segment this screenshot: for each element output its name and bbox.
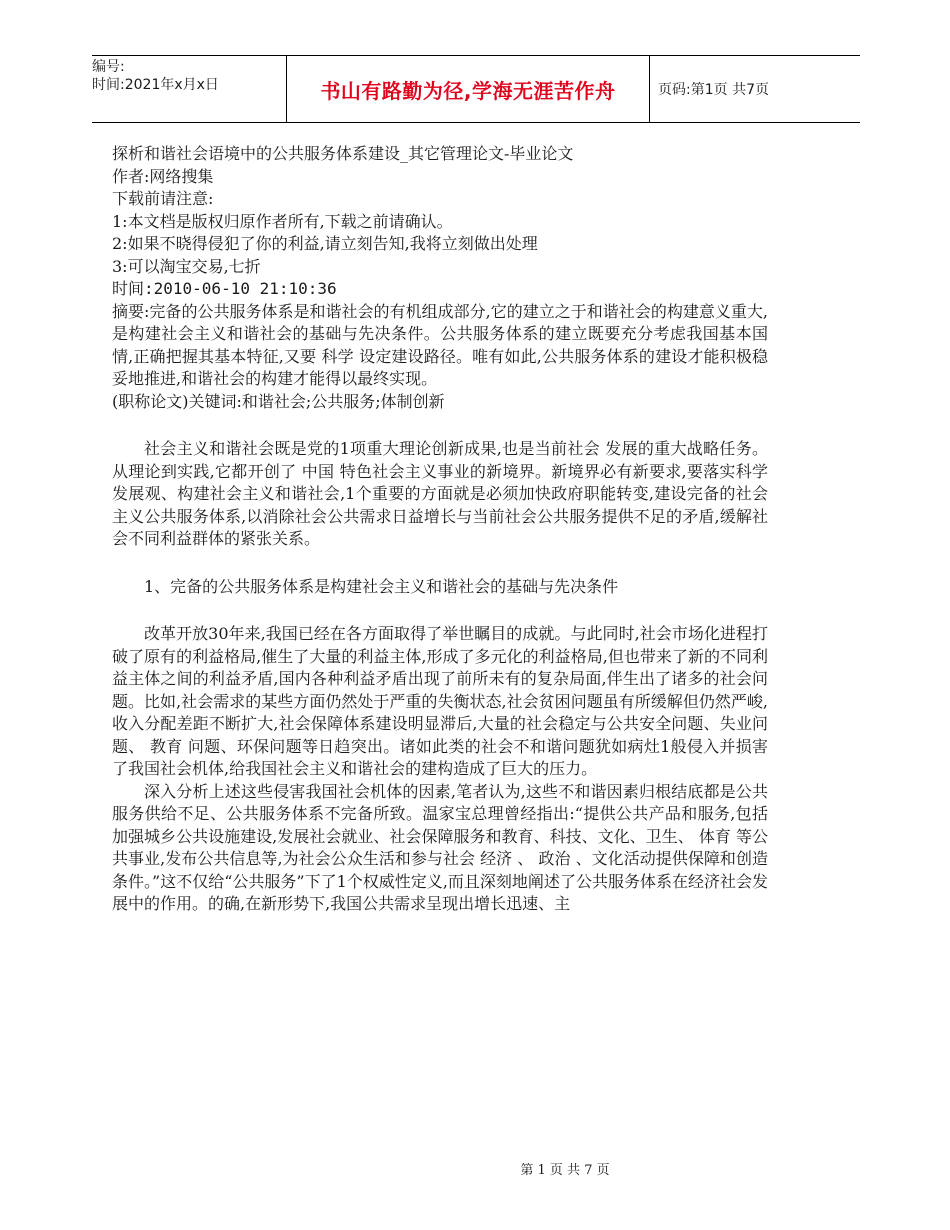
document-number-label: 编号: — [92, 59, 125, 75]
notice-item-2: 2:如果不晓得侵犯了你的利益,请立刻告知,我将立刻做出处理 — [112, 234, 538, 253]
intro-paragraph: 社会主义和谐社会既是党的1项重大理论创新成果,也是当前社会 发展的重大战略任务。从理论到实践,它都开创了 中国 特色社会主义事业的新境界。新境界必有新要求,要落实科学发展观、构建社会主义和谐社会,1个重要的方面就是必须加快政府职能转变,建设完备的社会主义公共服务体系,以消除社会公共需求日益增长与当前社会公共服务提供不足的矛盾,缓解社会不同利益群体的紧张关系。 — [112, 439, 768, 548]
body-paragraph-2: 深入分析上述这些侵害我国社会机体的因素,笔者认为,这些不和谐因素归根结底都是公共服务供给不足、公共服务体系不完备所致。温家宝总理曾经指出:“提供公共产品和服务,包括加强城乡公共设施建设,发展社会就业、社会保障服务和教育、科技、文化、卫生、 体育 等公共事业,发布公共信息等,为社会公众生活和参与社会 经济 、 政治 、文化活动提供保障和创造条件。”这不仅给“公共服务”下了1个权威性定义,而且深刻地阐述了公共服务体系在经济社会发展中的作用。的确,在新形势下,我国公共需求呈现出增长迅速、主 — [112, 781, 768, 913]
notice-item-3: 3:可以淘宝交易,七折 — [112, 256, 261, 276]
article-author: 作者:网络搜集 — [112, 166, 214, 186]
spacer — [112, 413, 768, 438]
header-page-cell — [650, 56, 860, 122]
header-motto-cell — [286, 56, 650, 122]
document-body — [112, 143, 768, 916]
article-time: 时间:2010-06-10 21:10:36 — [112, 279, 337, 298]
header-motto: 书山有路勤为径,学海无涯苦作舟 — [320, 78, 616, 103]
article-keywords: (职称论文)关键词:和谐社会;公共服务;体制创新 — [112, 391, 445, 411]
notice-item-1: 1:本文档是版权归原作者所有,下载之前请确认。 — [112, 211, 453, 231]
article-title: 探析和谐社会语境中的公共服务体系建设_其它管理论文-毕业论文 — [112, 144, 574, 163]
article-abstract: 摘要:完备的公共服务体系是和谐社会的有机组成部分,它的建立之于和谐社会的构建意义重大,是构建社会主义和谐社会的基础与先决条件。公共服务体系的建立既要充分考虑我国基本国情,正确把握其基本特征,又要 科学 设定建设路径。唯有如此,公共服务体系的建设才能积极稳妥地推进,和谐社会的构建才能得以最终实现。 — [112, 301, 768, 388]
header-page-number: 页码:第1页 共7页 — [658, 82, 769, 98]
spacer — [112, 598, 768, 623]
notice-heading: 下载前请注意: — [112, 189, 214, 208]
header-meta — [92, 56, 286, 122]
page-header — [92, 55, 860, 123]
body-paragraph-1: 改革开放30年来,我国已经在各方面取得了举世瞩目的成就。与此同时,社会市场化进程打破了原有的利益格局,催生了大量的利益主体,形成了多元化的利益格局,但也带来了新的不同利益主体之间的利益矛盾,国内各种利益矛盾出现了前所未有的复杂局面,伴生出了诸多的社会问题。比如,社会需求的某些方面仍然处于严重的失衡状态,社会贫困问题虽有所缓解但仍然严峻,收入分配差距不断扩大,社会保障体系建设明显滞后,大量的社会稳定与公共安全问题、失业问题、 教育 问题、环保问题等日趋突出。诸如此类的社会不和谐问题犹如病灶1般侵入并损害了我国社会机体,给我国社会主义和谐社会的建构造成了巨大的压力。 — [112, 624, 768, 778]
page-footer: 第 1 页 共 7 页 — [520, 1163, 610, 1178]
section-heading-1: 1、完备的公共服务体系是构建社会主义和谐社会的基础与先决条件 — [144, 576, 619, 596]
document-time-label: 时间:2021年x月x日 — [92, 77, 219, 93]
spacer — [112, 551, 768, 576]
